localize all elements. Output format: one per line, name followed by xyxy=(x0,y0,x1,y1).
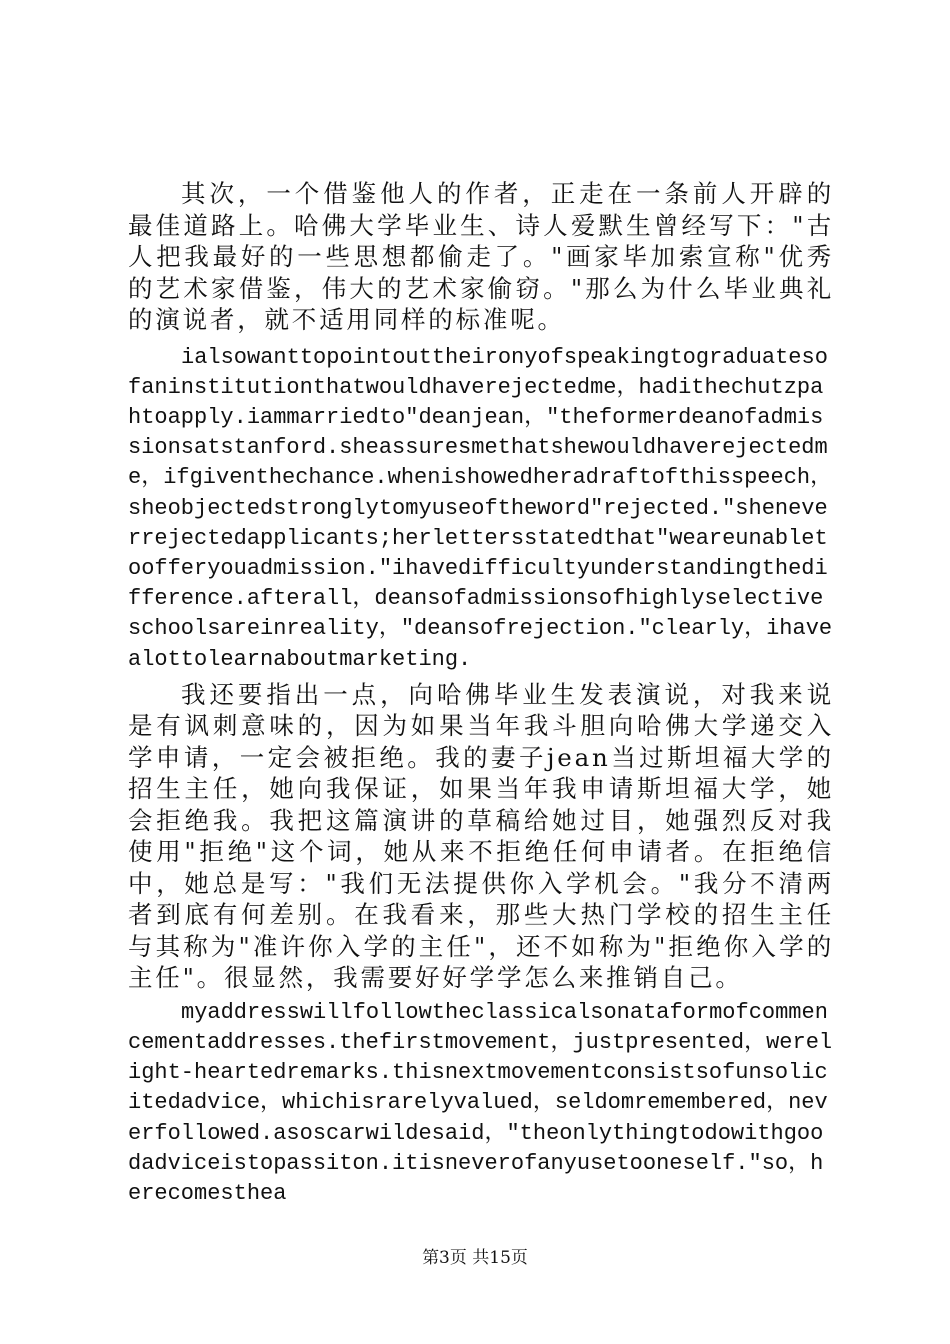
paragraph-english-1: ialsowanttopointouttheironyofspeakingtograduatesofaninstitutionthatwouldhaverejectedme，hadithechutzpahtoapply.iammarriedto"deanjean，"theformerdeanofadmissionsatstanford.sheassuresmethatshewouldhaverejectedme，ifgiventhechance.whenishowedheradraftofthisspeech，sheobjectedstronglytomyuseoftheword"rejected."sheneverrejectedapplicants;herlettersstatedthat"weareunabletoofferyouadmission."ihavedifficultyunderstandingthedifference.afterall，deansofadmissionsofhighlyselectiveschoolsareinreality，"deansofrejection."clearly，ihavealottolearnaboutmarketing. xyxy=(128,344,833,672)
paragraph-english-2: myaddresswillfollowtheclassicalsonataformofcommencementaddresses.thefirstmovement，justpresented，werelight-heartedremarks.thisnextmovementconsistsofunsolicitedadvice，whichisrarelyvalued，seldomremembered，neverfollowed.asoscarwildesaid，"theonlythingtodowithgoodadviceistopassiton.itisneverofanyusetooneself."so，herecomesthea xyxy=(128,999,833,1206)
document-body xyxy=(128,178,834,1209)
page-number-footer: 第3页 共15页 xyxy=(422,1248,528,1268)
paragraph-chinese-1: 其次，一个借鉴他人的作者，正走在一条前人开辟的最佳道路上。哈佛大学毕业生、诗人爱默生曾经写下："古人把我最好的一些思想都偷走了。"画家毕加索宣称"优秀的艺术家借鉴，伟大的艺术家偷窃。"那么为什么毕业典礼的演说者，就不适用同样的标准呢。 xyxy=(128,179,834,334)
paragraph-chinese-2: 我还要指出一点，向哈佛毕业生发表演说，对我来说是有讽刺意味的，因为如果当年我斗胆向哈佛大学递交入学申请，一定会被拒绝。我的妻子jean当过斯坦福大学的招生主任，她向我保证，如果当年我申请斯坦福大学，她会拒绝我。我把这篇演讲的草稿给她过目，她强烈反对我使用"拒绝"这个词，她从来不拒绝任何申请者。在拒绝信中，她总是写："我们无法提供你入学机会。"我分不清两者到底有何差别。在我看来，那些大热门学校的招生主任与其称为"准许你入学的主任"，还不如称为"拒绝你入学的主任"。很显然，我需要好好学学怎么来推销自己。 xyxy=(128,679,834,993)
